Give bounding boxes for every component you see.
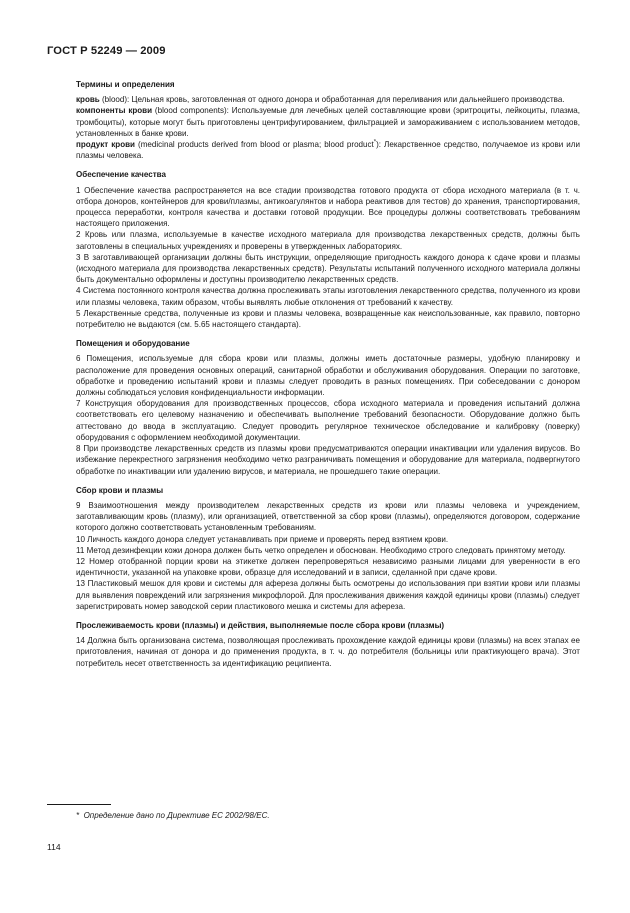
clause-3: 3 В заготавливающей организации должны быть инструкции, определяющие пригодность каждого донора к сдаче крови и плазмы (исходного материала для производства лекарственных средств). Результаты испытаний полученного исходного материала должны быть документально оформлены и доступны производителю лекарственных средств. <box>76 252 580 285</box>
footnote-mark: * <box>76 811 80 820</box>
clause-1: 1 Обеспечение качества распространяется на все стадии производства готового продукта от сбора исходного материала (в т. ч. отбора доноров, контейнеров для крови/плазмы, антикоагулянтов и набора реактивов для тестов) до хранения, транспортирования, процесса переработки, контроля качества и доставки готовой продукции. Все процедуры должны соответствовать требованиям настоящего приложения. <box>76 185 580 229</box>
term-blood-product: продукт крови <box>76 140 136 150</box>
definition-text: (blood components): Используемые для лечебных целей составляющие крови (эритроциты, лейкоциты, плазма, тромбоциты), которые могут быть приготовлены центрифугированием, фильтрацией и замораживанием с использованием методов, установленных в банке крови. <box>76 106 580 138</box>
clause-14: 14 Должна быть организована система, позволяющая прослеживать прохождение каждой единицы крови (плазмы) на всех этапах ее приготовления, начиная от донора и до применения продукта, в т. ч. до потребителя (больницы или практикующего врача). Этот потребитель несет ответственность за идентификацию реципиента. <box>76 636 580 668</box>
clause-10: 10 Личность каждого донора следует устанавливать при приеме и проверять перед взятием крови. <box>76 534 449 544</box>
footnote-text: Определение дано по Директиве ЕС 2002/98/ЕС. <box>83 811 270 820</box>
footnote-divider <box>47 804 111 805</box>
definition-blood <box>76 94 580 105</box>
clause-7: 7 Конструкция оборудования для производственных процессов, сбора исходного материала и проведения испытаний должна соответствовать его целевому назначению и обеспечивать выполнение требований безопасности. Оборудование должно быть аттестовано до ввода в эксплуатацию. Следует проводить регулярное техническое обследование и калибровку (поверку) оборудования с оформлением необходимой документации. <box>76 399 580 442</box>
clause-13: 13 Пластиковый мешок для крови и системы для афереза должны быть осмотрены до использования при взятии крови или плазмы для выявления повреждений или загрязнения микрофлорой. Для прослеживания движения каждой единицы крови (плазмы) следует зарегистрировать номер заводской серии пластикового мешка и системы для афереза. <box>76 579 580 611</box>
section-heading-traceability: Прослеживаемость крови (плазмы) и действия, выполняемые после сбора крови (плазмы) <box>76 620 445 630</box>
term-blood: кровь <box>76 95 100 105</box>
clause-8: 8 При производстве лекарственных средств из плазмы крови предусматриваются операции инактивации или удаления вирусов. Во избежание перекрестного загрязнения необходимо четко разграничивать помещения и оборудование для материала, подвергнутого обработке по инактивации или удалению вирусов, и материала, не прошедшего такие операции. <box>76 444 580 476</box>
section-heading-collection: Сбор крови и плазмы <box>76 485 164 495</box>
definition-text: (blood): Цельная кровь, заготовленная от одного донора и обработанная для переливания или дальнейшего производства. <box>99 95 565 105</box>
clause-11: 11 Метод дезинфекции кожи донора должен быть четко определен и обоснован. Необходимо строго следовать принятому методу. <box>76 545 566 555</box>
definition-text-cont: ): Лекарственное средство, получаемое из крови или плазмы человека. <box>76 140 580 161</box>
clause-5: 5 Лекарственные средства, полученные из крови и плазмы человека, возвращенные как неиспользованные, как правило, повторно потребителю не выдаются (см. 5.65 настоящего стандарта). <box>76 308 580 330</box>
section-heading-terms: Термины и определения <box>76 80 175 89</box>
clause-6: 6 Помещения, используемые для сбора крови или плазмы, должны иметь достаточные размеры, удобную планировку и расположение для проведения основных операций, санитарной обработки и обслуживания оборудования. Операции по заготовке, обработке и проведению испытаний крови и плазмы следует проводить в разных помещениях. При собеседовании с донором должны соблюдаться условия конфиденциальности информации. <box>76 354 580 398</box>
section-heading-quality: Обеспечение качества <box>76 170 166 180</box>
clause-2: 2 Кровь или плазма, используемые в качестве исходного материала для производства лекарственных средств, должны быть заготовлены в специальных учреждениях и проверены в утвержденных лабораториях. <box>76 230 580 251</box>
page-number: 114 <box>47 842 61 852</box>
footnote-marker: * <box>373 139 377 146</box>
document-body <box>76 79 580 669</box>
clause-9: 9 Взаимоотношения между производителем лекарственных средств из крови или плазмы человека и учреждением, заготавливающим кровь (плазму), или организацией, ответственной за сбор крови (плазмы), определяются договором, содержание которого должно соответствовать установленным требованиям. <box>76 500 580 533</box>
clause-12: 12 Номер отобранной порции крови на этикетке должен перепроверяться независимо разными лицами для уверенности в его идентичности, указанной на упаковке крови, образце для исследований и в записи, сделанной при сдаче крови. <box>76 556 580 578</box>
definition-text: (medicinal products derived from blood or plasma; blood product <box>135 140 374 150</box>
definition-blood-components <box>76 105 580 139</box>
section-heading-premises: Помещения и оборудование <box>76 339 190 349</box>
term-blood-components: компоненты крови <box>76 106 153 116</box>
clause-4: 4 Система постоянного контроля качества должна прослеживать этапы изготовления лекарственного средства, полученного из крови или плазмы человека, таким образом, чтобы выявлять любые отклонения от требований к качеству. <box>76 286 580 307</box>
footnote <box>76 811 270 820</box>
document-header: ГОСТ Р 52249 — 2009 <box>47 45 166 57</box>
definition-blood-product <box>76 139 580 161</box>
